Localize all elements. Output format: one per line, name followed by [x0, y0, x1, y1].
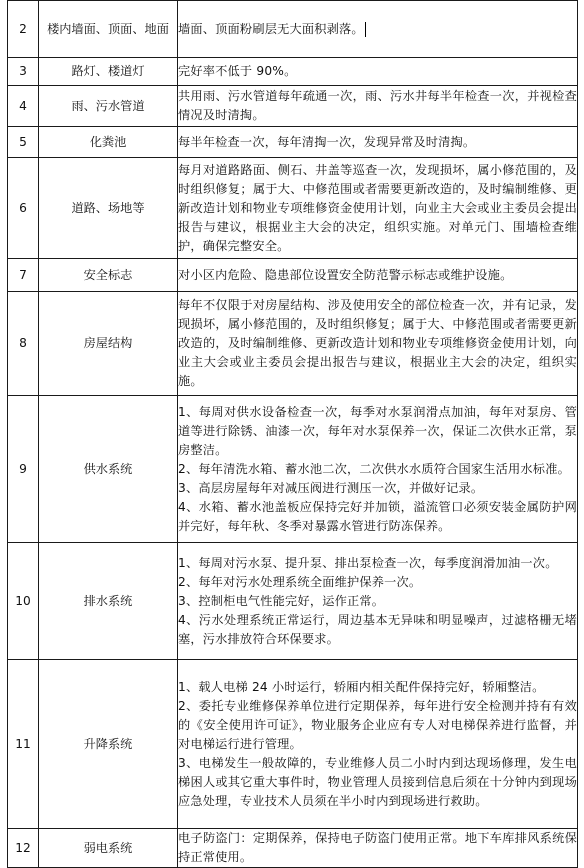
description-line: 3、高层房屋每年对减压阀进行测压一次，并做好记录。 [178, 480, 484, 495]
row-description [178, 127, 578, 158]
row-description [178, 86, 578, 127]
description-line: 每半年检查一次，每年清掏一次，发现异常及时清掏。 [178, 134, 476, 149]
row-description [178, 1, 578, 58]
description-line: 1、每周对污水泵、提升泵、排出泵检查一次，每季度润滑加油一次。 [178, 555, 558, 570]
row-number: 2 [8, 1, 39, 58]
table-row [8, 127, 578, 158]
row-description [178, 292, 578, 396]
row-description [178, 158, 578, 259]
row-item: 供水系统 [39, 396, 178, 543]
row-item: 安全标志 [39, 259, 178, 292]
description-line: 每年不仅限于对房屋结构、涉及使用安全的部位检查一次，并有记录，发现损坏，属小修范围的，及时组织修复；属于大、中修范围或者需要更新改造的，及时编制维修、更新改造计划和物业专项维修资金使用计划，向业主大会或业主委员会提出报告与建议，根据业主大会的决定，组织实施。 [178, 298, 577, 388]
row-description [178, 543, 578, 660]
description-line: 1、每周对供水设备检查一次，每季对水泵润滑点加油，每年对泵房、管道等进行除锈、油漆一次，每年对水泵保养一次，保证二次供水正常，泵房整洁。 [178, 404, 577, 457]
table-row [8, 292, 578, 396]
description-line: 电子防盗门：定期保养，保持电子防盗门使用正常。地下车库排风系统保持正常使用。 [178, 831, 577, 864]
row-item: 楼内墙面、顶面、地面 [39, 1, 178, 58]
row-item: 化粪池 [39, 127, 178, 158]
row-number: 5 [8, 127, 39, 158]
row-number: 7 [8, 259, 39, 292]
description-line: 3、电梯发生一般故障的，专业维修人员二小时内到达现场修理，发生电梯困人或其它重大事件时，物业管理人员接到信息后须在十分钟内到现场应急处理，专业技术人员须在半小时内到现场进行救助。 [178, 755, 577, 808]
row-number: 3 [8, 58, 39, 86]
row-item: 弱电系统 [39, 829, 178, 868]
row-description [178, 259, 578, 292]
table-row [8, 829, 578, 868]
maintenance-standards-table [7, 0, 578, 868]
description-line: 墙面、顶面粉刷层无大面积剥落。 [178, 21, 364, 36]
description-line: 完好率不低于 90%。 [178, 64, 297, 78]
table-row [8, 58, 578, 86]
table-row [8, 396, 578, 543]
description-line: 1、载人电梯 24 小时运行，轿厢内相关配件保持完好，轿厢整洁。 [178, 679, 545, 694]
row-number: 12 [8, 829, 39, 868]
description-line: 4、水箱、蓄水池盖板应保持完好并加锁，溢流管口必须安装金属防护网并完好，每年秋、冬季对暴露水管进行防冻保养。 [178, 499, 577, 533]
description-line: 4、污水处理系统正常运行，周边基本无异味和明显噪声，过滤格栅无堵塞，污水排放符合环保要求。 [178, 612, 577, 646]
table-row [8, 158, 578, 259]
row-description [178, 396, 578, 543]
row-description [178, 660, 578, 829]
row-item: 房屋结构 [39, 292, 178, 396]
table-row [8, 543, 578, 660]
row-item: 排水系统 [39, 543, 178, 660]
row-item: 道路、场地等 [39, 158, 178, 259]
table-row [8, 86, 578, 127]
description-line: 2、每年清洗水箱、蓄水池二次，二次供水水质符合国家生活用水标准。 [178, 461, 570, 476]
table-row [8, 660, 578, 829]
description-line: 3、控制柜电气性能完好，运作正常。 [178, 593, 385, 608]
row-item: 路灯、楼道灯 [39, 58, 178, 86]
row-number: 11 [8, 660, 39, 829]
row-number: 6 [8, 158, 39, 259]
description-line: 共用雨、污水管道每年疏通一次，雨、污水井每半年检查一次，并视检查情况及时清掏。 [178, 89, 577, 122]
table-row [8, 1, 578, 58]
row-item: 升降系统 [39, 660, 178, 829]
row-number: 8 [8, 292, 39, 396]
description-line: 2、每年对污水处理系统全面维护保养一次。 [178, 574, 422, 589]
description-line: 每月对道路路面、侧石、井盖等巡查一次，发现损坏，属小修范围的，及时组织修复；属于大、中修范围或者需要更新改造的，及时编制维修、更新改造计划和物业专项维修资金使用计划，向业主大会或业主委员会提出报告与建议，根据业主大会的决定，组织实施。对单元门、围墙检查维护，确保完整安全。 [178, 162, 577, 253]
description-line: 2、委托专业维修保养单位进行定期保养，每年进行安全检测并持有有效的《安全使用许可证》，物业服务企业应有专人对电梯保养进行监督，并对电梯运行进行管理。 [178, 698, 577, 751]
row-number: 4 [8, 86, 39, 127]
row-item: 雨、污水管道 [39, 86, 178, 127]
row-number: 9 [8, 396, 39, 543]
description-line: 对小区内危险、隐患部位设置安全防范警示标志或维护设施。 [178, 267, 513, 282]
text-cursor [365, 22, 366, 37]
table-row [8, 259, 578, 292]
row-number: 10 [8, 543, 39, 660]
row-description [178, 829, 578, 868]
row-description [178, 58, 578, 86]
